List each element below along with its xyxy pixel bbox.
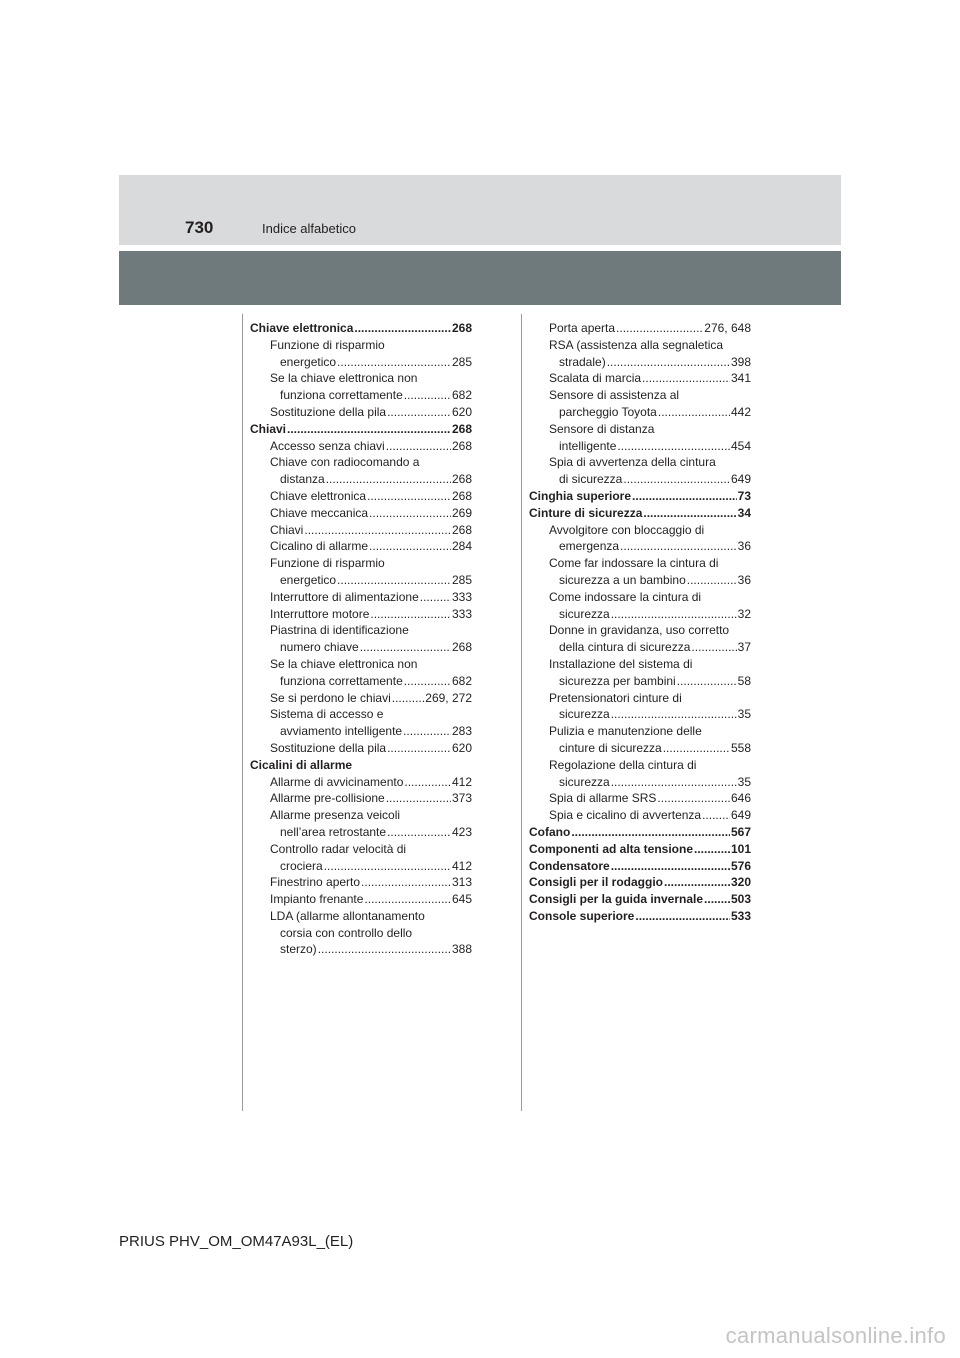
index-entry-main [529,891,751,908]
index-entry-text: Scalata di marcia [549,371,642,386]
dot-leader [360,639,451,656]
index-entry-text: LDA (allarme allontanamento [270,908,425,923]
page-reference: 412 [451,774,472,789]
dot-leader [694,841,730,858]
page-reference: 276, 648 [704,321,751,335]
index-entry-text: Allarme di avvicinamento [270,774,404,789]
page-reference: 533 [730,908,751,923]
dot-leader [611,706,737,723]
page-reference: 36 [737,539,751,554]
page-reference: 268 [451,438,472,453]
index-entry-sub [250,488,472,505]
dot-leader [657,790,730,807]
dot-leader [403,723,451,740]
header-bar [119,251,841,305]
index-entry-text: Componenti ad alta tensione [529,841,694,856]
index-entry-sub [250,555,472,572]
index-entry-sub [250,841,472,858]
index-entry-sub [250,740,472,757]
index-entry-sub [250,572,472,589]
index-entry-text: stradale) [559,354,606,369]
index-entry-sub [250,656,472,673]
page-reference: 333 [451,606,472,621]
index-entry-main [250,421,472,438]
page-reference: 620 [451,740,472,755]
index-entry-sub [529,673,751,690]
dot-leader [318,941,451,958]
page-number: 730 [185,218,214,237]
page-reference: 567 [730,824,751,839]
index-entry-sub [529,404,751,421]
dot-leader [617,438,730,455]
index-entry-sub [529,589,751,606]
index-entry-main [529,824,751,841]
index-entry-sub [250,354,472,371]
dot-leader [326,471,451,488]
page-reference: 283 [451,724,472,739]
index-entry-text: Sistema di accesso e [270,707,384,722]
dot-leader [369,505,451,522]
page-reference: 268 [451,421,472,436]
index-entry-text: Interruttore motore [270,606,370,621]
index-entry-text: Chiave elettronica [250,321,354,335]
dot-leader [704,891,730,908]
index-entry-text: Chiave elettronica [270,488,367,503]
index-entry-sub [250,471,472,488]
index-entry-sub [529,387,751,404]
dot-leader [620,538,737,555]
index-entry-sub [529,337,751,354]
page-reference: 313 [451,875,472,890]
index-entry-text: crociera [280,858,323,873]
index-entry-sub [250,824,472,841]
page-reference: 682 [451,673,472,688]
dot-leader [611,774,737,791]
index-entry-text: Se la chiave elettronica non [270,371,418,386]
index-entry-main [529,874,751,891]
index-entry-text: Donne in gravidanza, uso corretto [549,623,730,638]
dot-leader [387,740,451,757]
column-divider-right [521,314,522,1111]
dot-leader [623,471,730,488]
dot-leader [404,673,451,690]
page-reference: 35 [737,707,751,722]
index-entry-sub [529,572,751,589]
dot-leader [643,505,736,522]
index-entry-text: funziona correttamente [280,388,403,403]
index-entry-text: Piastrina di identificazione [270,623,409,638]
page-reference: 268 [451,472,472,487]
footer-model-code: PRIUS PHV_OM_OM47A93L_(EL) [119,1233,354,1250]
page-reference: 37 [737,640,751,655]
page-reference: 32 [737,606,751,621]
index-entry-text: Funzione di risparmio [270,556,385,571]
dot-leader [304,522,451,539]
page-reference: 620 [451,404,472,419]
dot-leader [386,438,451,455]
page-reference: 269, 272 [425,690,472,705]
index-entry-text: Regolazione della cintura di [549,757,697,772]
page-reference: 268 [451,640,472,655]
index-entry-sub [529,807,751,824]
dot-leader [361,874,451,891]
index-entry-text: corsia con controllo dello [280,925,413,940]
index-entry-sub [250,404,472,421]
index-entry-text: Se si perdono le chiavi [270,690,391,705]
page-reference: 320 [730,875,751,890]
index-entry-text: Installazione del sistema di [549,656,693,671]
dot-leader [687,572,737,589]
page-reference: 333 [451,589,472,604]
index-entry-text: emergenza [559,539,620,554]
index-entry-text: Sostituzione della pila [270,404,387,419]
index-entry-sub [250,908,472,925]
page-reference: 285 [451,572,472,587]
index-entry-sub [529,774,751,791]
page-reference: 269 [451,505,472,520]
index-entry-text: Condensatore [529,858,610,873]
page-reference: 341 [730,371,751,386]
index-entry-text: cinture di sicurezza [559,740,662,755]
index-entry-text: numero chiave [280,640,359,655]
index-entry-sub [529,622,751,639]
dot-leader [386,790,451,807]
index-entry-text: Pretensionatori cinture di [549,690,682,705]
index-entry-text: Allarme pre-collisione [270,791,385,806]
index-column-right [529,320,751,925]
page-reference: 58 [737,673,751,688]
index-entry-sub [529,538,751,555]
page-reference: 503 [730,892,751,907]
index-entry-sub [250,387,472,404]
index-entry-text: nell’area retrostante [280,824,387,839]
page-reference: 101 [730,841,751,856]
index-entry-sub [529,740,751,757]
index-entry-sub [250,438,472,455]
dot-leader [337,572,451,589]
index-entry-sub [250,337,472,354]
dot-leader [663,740,730,757]
index-entry-text: sicurezza per bambini [559,673,676,688]
index-entry-sub [250,723,472,740]
dot-leader [691,639,736,656]
index-entry-sub [250,622,472,639]
page-reference: 268 [451,522,472,537]
index-entry-sub [250,891,472,908]
dot-leader [642,370,730,387]
index-entry-sub [250,673,472,690]
dot-leader [635,908,730,925]
index-entry-text: Interruttore di alimentazione [270,589,419,604]
index-entry-text: Accesso senza chiavi [270,438,385,453]
index-entry-main [529,841,751,858]
index-entry-text: sicurezza [559,707,610,722]
index-entry-sub [250,522,472,539]
index-column-left [250,320,472,958]
page-reference: 73 [737,488,751,503]
index-entry-text: Cicalino di allarme [270,539,369,554]
index-entry-sub [250,790,472,807]
index-entry-text: Funzione di risparmio [270,337,385,352]
dot-leader [370,606,451,623]
index-entry-text: Console superiore [529,908,635,923]
index-entry-main [529,908,751,925]
dot-leader [354,320,451,337]
index-entry-text: Se la chiave elettronica non [270,656,418,671]
page-reference: 268 [451,321,472,335]
index-entry-sub [529,706,751,723]
index-entry-text: Pulizia e manutenzione delle [549,724,702,739]
index-entry-text: Allarme presenza veicoli [270,808,401,823]
dot-leader [616,320,703,337]
index-entry-sub [529,790,751,807]
index-entry-text: sterzo) [280,942,317,957]
dot-leader [287,421,451,438]
index-entry-sub [250,925,472,942]
page-reference: 649 [730,472,751,487]
watermark: carmanualsonline.info [725,1323,946,1348]
index-entry-sub [529,454,751,471]
page-reference: 454 [730,438,751,453]
index-entry-text: Sostituzione della pila [270,740,387,755]
index-entry-text: parcheggio Toyota [559,404,657,419]
page-reference: 268 [451,488,472,503]
index-entry-sub [250,538,472,555]
index-entry-text: di sicurezza [559,472,623,487]
dot-leader [387,824,451,841]
dot-leader [367,488,451,505]
index-entry-sub [250,807,472,824]
index-entry-sub [250,706,472,723]
index-entry-text: Chiave meccanica [270,505,369,520]
index-entry-sub [529,354,751,371]
dot-leader [392,690,425,707]
index-entry-text: Spia e cicalino di avvertenza [549,808,702,823]
dot-leader [369,538,451,555]
index-entry-sub [250,505,472,522]
index-entry-sub [250,690,472,707]
page-reference: 285 [451,354,472,369]
page-reference: 423 [451,824,472,839]
index-entry-text: avviamento intelligente [280,724,403,739]
index-entry-text: Spia di avvertenza della cintura [549,455,716,470]
index-entry-text: sicurezza [559,774,610,789]
index-entry-sub [529,320,751,337]
dot-leader [611,606,737,623]
index-entry-main [529,488,751,505]
dot-leader [702,807,730,824]
dot-leader [677,673,737,690]
index-entry-sub [529,370,751,387]
index-entry-sub [529,522,751,539]
dot-leader [404,387,451,404]
index-entry-sub [529,438,751,455]
index-entry-text: Sensore di distanza [549,421,655,436]
dot-leader [664,874,730,891]
index-entry-sub [529,471,751,488]
dot-leader [607,354,730,371]
page-reference: 373 [451,791,472,806]
dot-leader [324,858,451,875]
index-entry-text: intelligente [559,438,617,453]
index-entry-sub [529,555,751,572]
index-entry-text: Spia di allarme SRS [549,791,657,806]
page-reference: 388 [451,942,472,957]
index-entry-sub [250,874,472,891]
dot-leader [364,891,451,908]
index-entry-text: Cofano [529,824,571,839]
index-entry-sub [529,639,751,656]
dot-leader [632,488,737,505]
column-divider-left [242,314,243,1111]
index-entry-text: Porta aperta [549,321,616,335]
index-entry-text: Consigli per la guida invernale [529,892,704,907]
dot-leader [571,824,730,841]
index-entry-sub [529,606,751,623]
index-entry-text: Come indossare la cintura di [549,589,702,604]
index-entry-text: Sensore di assistenza al [549,388,680,403]
page-reference: 442 [730,404,751,419]
page-reference: 398 [730,354,751,369]
index-entry-sub [250,774,472,791]
page-reference: 412 [451,858,472,873]
page-reference: 284 [451,539,472,554]
dot-leader [404,774,451,791]
page-reference: 34 [737,505,751,520]
index-entry-text: Cinghia superiore [529,488,632,503]
page-reference: 645 [451,892,472,907]
page-reference: 649 [730,808,751,823]
index-entry-sub [529,656,751,673]
page-reference: 682 [451,388,472,403]
index-entry-sub [529,723,751,740]
dot-leader [337,354,451,371]
index-entry-text: Cicalini di allarme [250,757,353,772]
dot-leader [387,404,451,421]
dot-leader [658,404,730,421]
index-entry-text: Consigli per il rodaggio [529,875,664,890]
index-entry-sub [529,757,751,774]
index-entry-text: energetico [280,572,337,587]
index-entry-text: distanza [280,472,325,487]
dot-leader [420,589,451,606]
index-entry-text: Controllo radar velocità di [270,841,407,856]
page-reference: 576 [730,858,751,873]
index-entry-sub [529,421,751,438]
header-band [119,175,841,245]
index-entry-sub [250,606,472,623]
index-entry-text: sicurezza [559,606,610,621]
index-entry-text: funziona correttamente [280,673,403,688]
index-entry-sub [250,454,472,471]
index-entry-text: Chiavi [250,421,287,436]
index-entry-text: Come far indossare la cintura di [549,556,719,571]
index-entry-text: Chiavi [270,522,304,537]
section-title: Indice alfabetico [262,221,356,236]
index-entry-text: della cintura di sicurezza [559,640,691,655]
index-entry-text: energetico [280,354,337,369]
page-reference: 35 [737,774,751,789]
index-entry-text: Cinture di sicurezza [529,505,643,520]
index-entry-main [250,757,472,774]
dot-leader [611,858,730,875]
index-entry-sub [250,589,472,606]
index-entry-text: Finestrino aperto [270,875,361,890]
page-reference: 36 [737,572,751,587]
index-entry-sub [250,941,472,958]
index-entry-main [250,320,472,337]
index-entry-main [529,505,751,522]
page-reference: 558 [730,740,751,755]
index-entry-sub [250,858,472,875]
index-entry-text: Avvolgitore con bloccaggio di [549,522,705,537]
index-entry-sub [250,370,472,387]
index-entry-main [529,858,751,875]
index-entry-text: sicurezza a un bambino [559,572,686,587]
index-entry-text: RSA (assistenza alla segnaletica [549,337,724,352]
index-entry-sub [250,639,472,656]
index-entry-text: Impianto frenante [270,892,364,907]
index-entry-text: Chiave con radiocomando a [270,455,420,470]
page-reference: 646 [730,791,751,806]
index-entry-sub [529,690,751,707]
